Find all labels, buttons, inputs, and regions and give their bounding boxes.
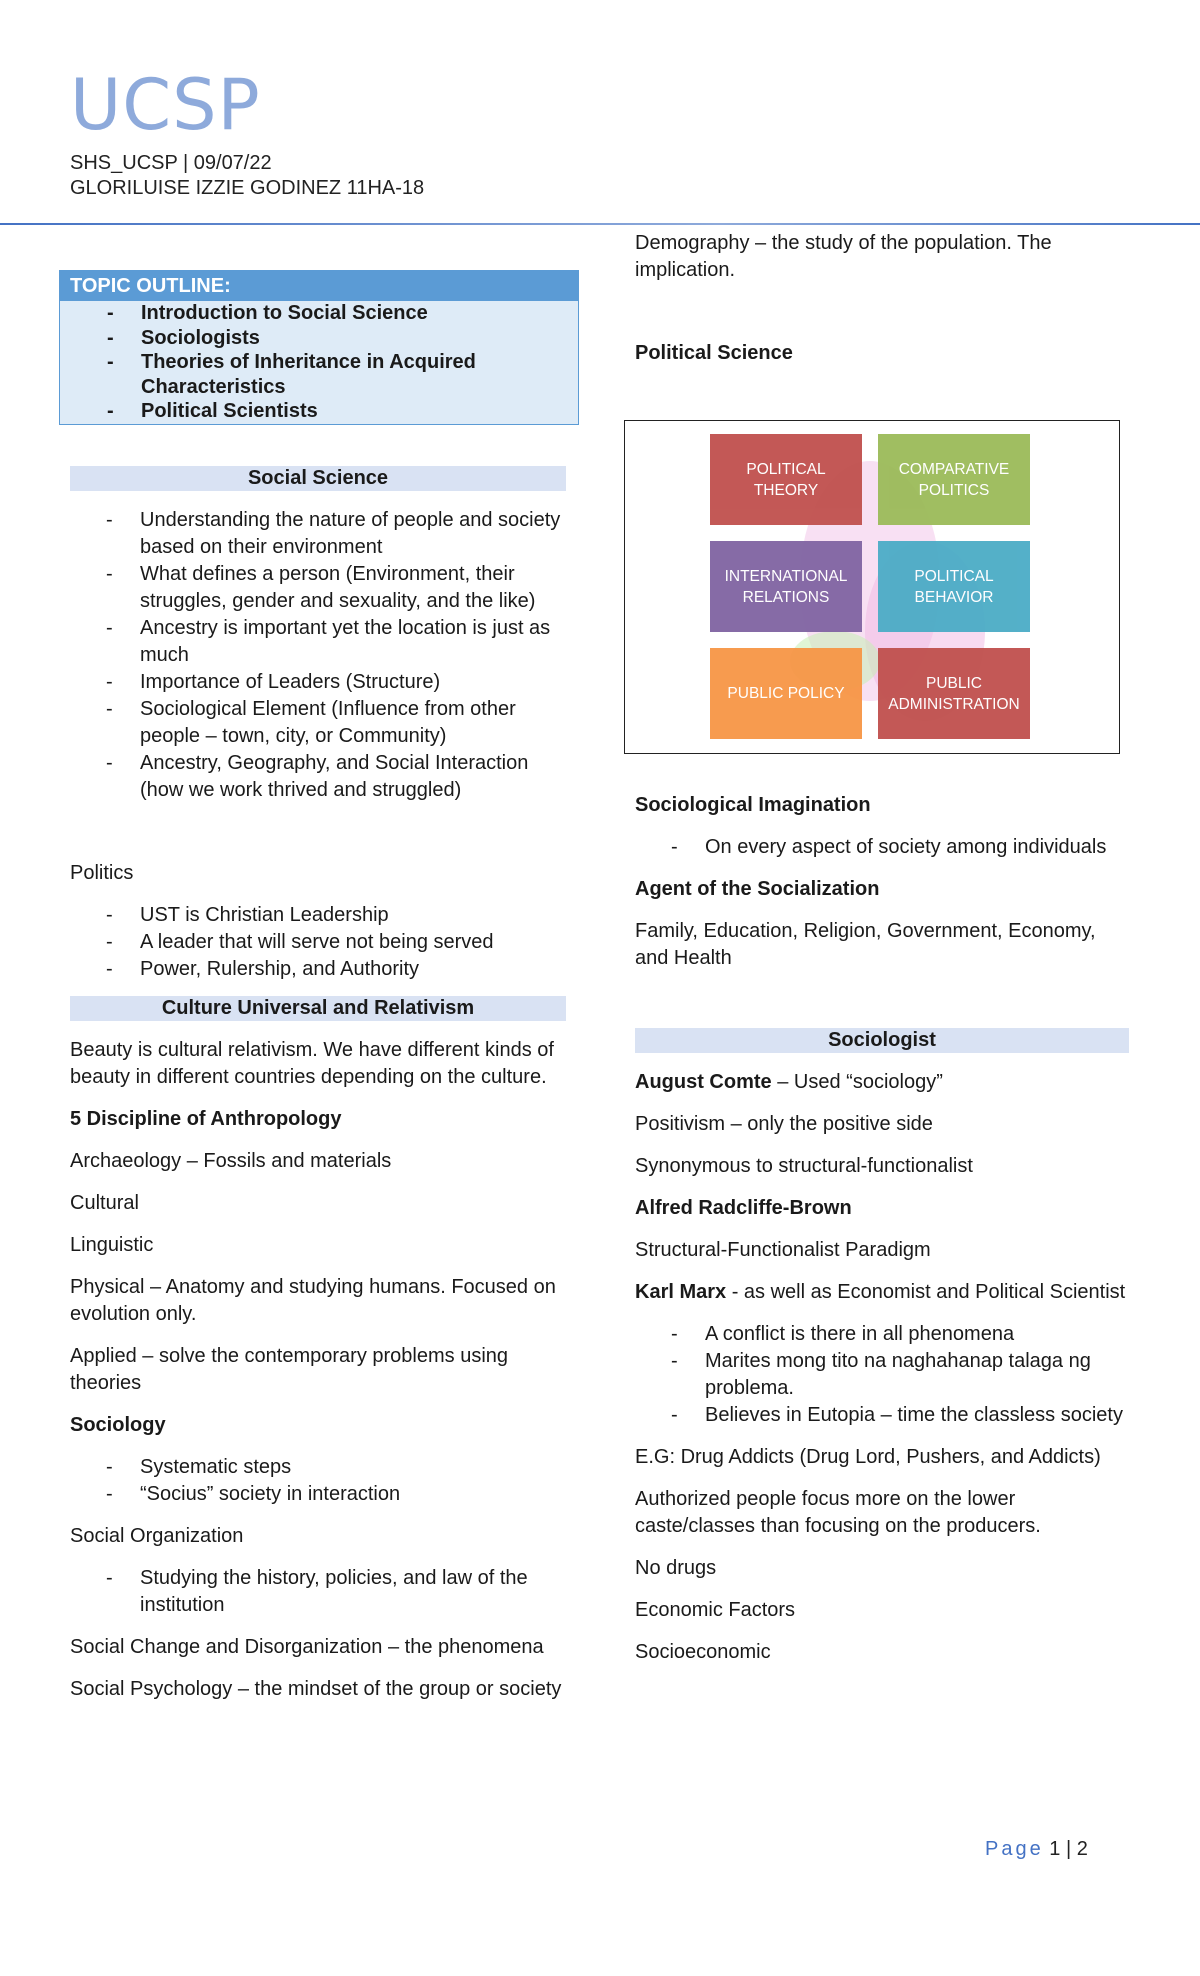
economic-factors-text: Economic Factors	[635, 1599, 796, 1621]
social-psychology-text: Social Psychology – the mindset of the group or society	[70, 1677, 562, 1700]
list-item: - Ancestry, Geography, and Social Interaction (how we work thrived and struggled)	[70, 750, 566, 804]
social-science-heading: Social Science	[70, 466, 566, 491]
topic-outline-box	[59, 270, 579, 425]
agent-heading: Agent of the Socialization	[635, 878, 880, 900]
outline-item: - Introduction to Social Science	[60, 301, 578, 326]
header-divider	[0, 223, 1200, 225]
list-item: - What defines a person (Environment, their struggles, gender and sexuality, and the like)	[70, 561, 566, 615]
list-item: - Sociological Element (Influence from other people – town, city, or Community)	[70, 696, 566, 750]
list-item: - Believes in Eutopia – time the classless society	[635, 1402, 1129, 1429]
archaeology-text: Archaeology – Fossils and materials	[70, 1149, 392, 1172]
politics-list	[70, 902, 566, 983]
sociologist-heading: Sociologist	[635, 1028, 1129, 1053]
list-item: - A leader that will serve not being served	[70, 929, 566, 956]
list-item: - Power, Rulership, and Authority	[70, 956, 566, 983]
applied-text: Applied – solve the contemporary problems using theories	[70, 1344, 509, 1394]
sociological-imagination-heading: Sociological Imagination	[635, 794, 871, 816]
political-science-heading: Political Science	[635, 342, 793, 364]
page-number: Page 1 | 2	[985, 1838, 1088, 1860]
subject-date-line: SHS_UCSP | 09/07/22	[70, 152, 272, 174]
sociology-list	[70, 1454, 566, 1508]
marx-desc: - as well as Economist and Political Scientist	[726, 1281, 1126, 1303]
tile-label: PUBLIC ADMINISTRATION	[888, 674, 1020, 713]
list-item: - A conflict is there in all phenomena	[635, 1321, 1129, 1348]
demography-text: Demography – the study of the population. The implication.	[635, 232, 1052, 281]
tile-label: COMPARATIVE POLITICS	[898, 460, 1010, 499]
social-change-text: Social Change and Disorganization – the phenomena	[70, 1635, 544, 1658]
tile-comparative-politics	[878, 434, 1030, 525]
social-organization-list	[70, 1565, 566, 1619]
document-title: UCSP	[70, 64, 261, 146]
tile-political-behavior	[878, 541, 1030, 632]
page-current: 1	[1049, 1838, 1061, 1860]
list-item: - On every aspect of society among individuals	[635, 834, 1129, 861]
comte-desc: – Used “sociology”	[771, 1071, 943, 1093]
anthropology-heading: 5 Discipline of Anthropology	[70, 1107, 342, 1130]
comte-line	[635, 1069, 1129, 1096]
social-science-list	[70, 507, 566, 804]
tile-public-administration	[878, 648, 1030, 739]
topic-outline-heading: TOPIC OUTLINE:	[60, 271, 578, 301]
student-name-line: GLORILUISE IZZIE GODINEZ 11HA-18	[70, 177, 425, 199]
page-total: 2	[1076, 1838, 1088, 1860]
outline-item: - Theories of Inheritance in Acquired Characteristics	[60, 350, 578, 399]
marx-line	[635, 1279, 1129, 1306]
tile-political-theory	[710, 434, 862, 525]
sociological-imagination-list	[635, 834, 1129, 861]
tile-label: POLITICAL BEHAVIOR	[914, 567, 994, 606]
list-item: - Ancestry is important yet the location is just as much	[70, 615, 566, 669]
list-item: - Marites mong tito na naghahanap talaga ng problema.	[635, 1348, 1129, 1402]
linguistic-text: Linguistic	[70, 1233, 154, 1256]
tile-label: POLITICAL THEORY	[746, 460, 826, 499]
tile-label: PUBLIC POLICY	[727, 685, 845, 702]
radcliffe-heading: Alfred Radcliffe-Brown	[635, 1197, 852, 1219]
list-item: - Importance of Leaders (Structure)	[70, 669, 566, 696]
topic-outline-list	[60, 301, 578, 424]
social-organization-heading: Social Organization	[70, 1524, 244, 1547]
list-item: - UST is Christian Leadership	[70, 902, 566, 929]
left-column	[70, 230, 566, 1718]
list-item: - “Socius” society in interaction	[70, 1481, 566, 1508]
list-item: - Studying the history, policies, and law of the institution	[70, 1565, 566, 1619]
right-column	[635, 230, 1129, 1681]
cultural-text: Cultural	[70, 1191, 139, 1214]
physical-text: Physical – Anatomy and studying humans. Focused on evolution only.	[70, 1275, 556, 1325]
list-item: - Understanding the nature of people and society based on their environment	[70, 507, 566, 561]
positivism-text: Positivism – only the positive side	[635, 1113, 933, 1135]
page-word: Page	[985, 1838, 1044, 1860]
agent-text: Family, Education, Religion, Government, Economy, and Health	[635, 920, 1096, 969]
culture-heading: Culture Universal and Relativism	[70, 996, 566, 1021]
marx-name: Karl Marx	[635, 1281, 727, 1303]
political-science-figure	[624, 420, 1120, 754]
authorized-text: Authorized people focus more on the lower caste/classes than focusing on the producers.	[635, 1488, 1041, 1537]
no-drugs-text: No drugs	[635, 1557, 717, 1579]
outline-item: - Political Scientists	[60, 399, 578, 424]
synonymous-text: Synonymous to structural-functionalist	[635, 1155, 973, 1177]
outline-item: - Sociologists	[60, 326, 578, 351]
culture-text: Beauty is cultural relativism. We have different kinds of beauty in different countries depending on the culture.	[70, 1038, 554, 1088]
sociology-heading: Sociology	[70, 1413, 166, 1436]
tile-international-relations	[710, 541, 862, 632]
politics-heading: Politics	[70, 861, 134, 884]
socioeconomic-text: Socioeconomic	[635, 1641, 771, 1663]
paradigm-text: Structural-Functionalist Paradigm	[635, 1239, 931, 1261]
marx-list	[635, 1321, 1129, 1429]
example-text: E.G: Drug Addicts (Drug Lord, Pushers, and Addicts)	[635, 1446, 1101, 1468]
tile-public-policy	[710, 648, 862, 739]
comte-name: August Comte	[635, 1071, 772, 1093]
tile-label: INTERNATIONAL RELATIONS	[724, 567, 848, 606]
list-item: - Systematic steps	[70, 1454, 566, 1481]
